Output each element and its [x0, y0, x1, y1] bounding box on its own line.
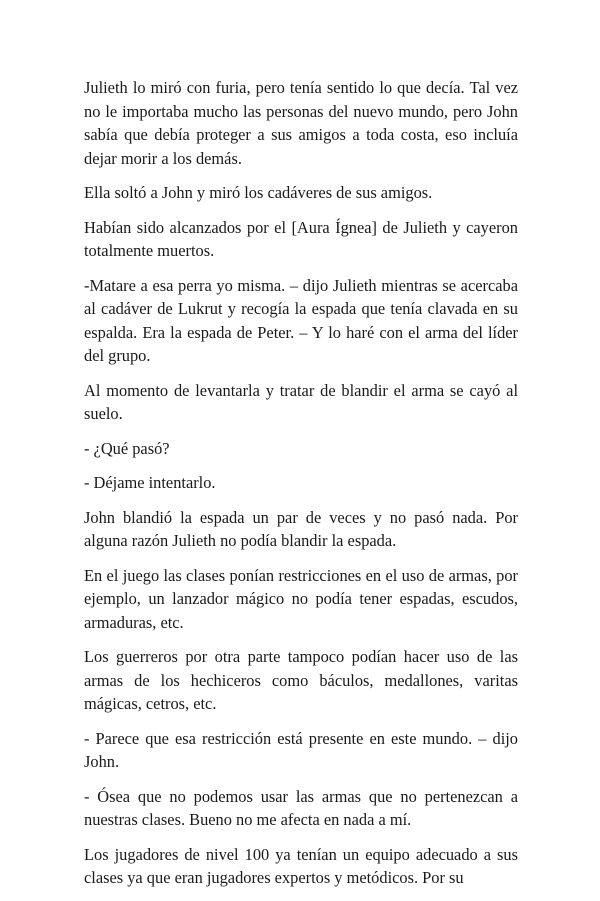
paragraph: Julieth lo miró con furia, pero tenía sentido lo que decía. Tal vez no le importaba mucho las personas del nuevo mundo, pero John sabía que debía proteger a sus amigos a toda costa, eso incluía dejar morir a los demás. [84, 78, 518, 168]
paragraph: Al momento de levantarla y tratar de blandir el arma se cayó al suelo. [84, 380, 518, 423]
paragraph: - Déjame intentarlo. [84, 473, 216, 492]
paragraph: John blandió la espada un par de veces y no pasó nada. Por alguna razón Julieth no podía blandir la espada. [84, 507, 518, 550]
book-page-text [84, 76, 518, 901]
paragraph: Habían sido alcanzados por el [Aura Ígnea] de Julieth y cayeron totalmente muertos. [84, 217, 518, 260]
paragraph: En el juego las clases ponían restricciones en el uso de armas, por ejemplo, un lanzador mágico no podía tener espadas, escudos, armaduras, etc. [84, 565, 518, 632]
paragraph: Los guerreros por otra parte tampoco podían hacer uso de las armas de los hechiceros como báculos, medallones, varitas mágicas, cetros, etc. [84, 647, 518, 713]
paragraph: - Ósea que no podemos usar las armas que no pertenezcan a nuestras clases. Bueno no me afecta en nada a mí. [84, 786, 518, 829]
paragraph: -Matare a esa perra yo misma. – dijo Julieth mientras se acercaba al cadáver de Lukrut y recogía la espada que tenía clavada en su espalda. Era la espada de Peter. – Y lo haré con el arma del líder del grupo. [84, 275, 518, 365]
paragraph: - Parece que esa restricción está presente en este mundo. – dijo John. [84, 728, 518, 771]
paragraph: Los jugadores de nivel 100 ya tenían un equipo adecuado a sus clases ya que eran jugadores expertos y metódicos. Por su [84, 844, 518, 887]
paragraph: Ella soltó a John y miró los cadáveres de sus amigos. [84, 183, 433, 202]
paragraph: - ¿Qué pasó? [84, 438, 170, 458]
